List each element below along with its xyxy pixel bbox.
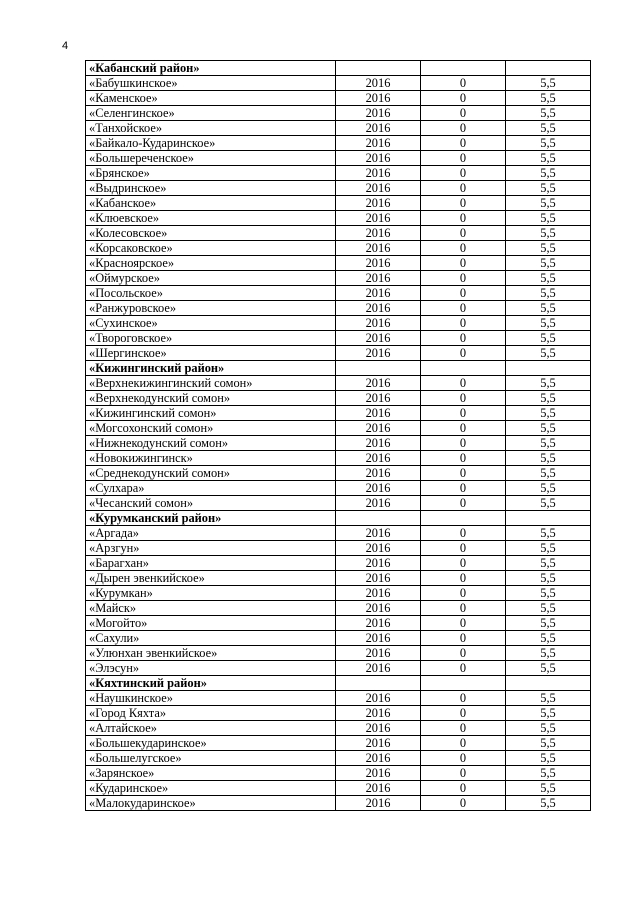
value-cell: 0 (421, 316, 506, 331)
value-cell: 0 (421, 271, 506, 286)
table-row (86, 226, 591, 241)
empty-cell (336, 511, 421, 526)
table-row (86, 541, 591, 556)
year-cell: 2016 (336, 271, 421, 286)
year-cell: 2016 (336, 346, 421, 361)
rate-cell: 5,5 (506, 601, 591, 616)
district-header-row (86, 61, 591, 76)
rate-cell: 5,5 (506, 196, 591, 211)
rate-cell: 5,5 (506, 226, 591, 241)
rate-cell: 5,5 (506, 376, 591, 391)
empty-cell (336, 61, 421, 76)
value-cell: 0 (421, 646, 506, 661)
year-cell: 2016 (336, 421, 421, 436)
table-row (86, 346, 591, 361)
year-cell: 2016 (336, 766, 421, 781)
value-cell: 0 (421, 406, 506, 421)
settlement-name: «Майск» (86, 601, 336, 616)
value-cell: 0 (421, 286, 506, 301)
rate-cell: 5,5 (506, 496, 591, 511)
year-cell: 2016 (336, 496, 421, 511)
year-cell: 2016 (336, 691, 421, 706)
rate-cell: 5,5 (506, 571, 591, 586)
value-cell: 0 (421, 706, 506, 721)
table-row (86, 751, 591, 766)
year-cell: 2016 (336, 136, 421, 151)
settlement-name: «Твороговское» (86, 331, 336, 346)
rate-cell: 5,5 (506, 616, 591, 631)
rate-cell: 5,5 (506, 211, 591, 226)
table-row (86, 736, 591, 751)
table-row (86, 571, 591, 586)
table-row (86, 466, 591, 481)
rate-cell: 5,5 (506, 451, 591, 466)
table-row (86, 481, 591, 496)
year-cell: 2016 (336, 451, 421, 466)
settlement-name: «Чесанский сомон» (86, 496, 336, 511)
value-cell: 0 (421, 571, 506, 586)
table-row (86, 376, 591, 391)
value-cell: 0 (421, 106, 506, 121)
rate-cell: 5,5 (506, 766, 591, 781)
value-cell: 0 (421, 526, 506, 541)
table-row (86, 121, 591, 136)
year-cell: 2016 (336, 736, 421, 751)
settlement-name: «Колесовское» (86, 226, 336, 241)
settlement-name: «Город Кяхта» (86, 706, 336, 721)
value-cell: 0 (421, 196, 506, 211)
table-row (86, 781, 591, 796)
district-name: «Кижингинский район» (86, 361, 336, 376)
settlement-name: «Корсаковское» (86, 241, 336, 256)
empty-cell (506, 361, 591, 376)
settlement-name: «Брянское» (86, 166, 336, 181)
table-row (86, 451, 591, 466)
table-row (86, 151, 591, 166)
table-row (86, 796, 591, 811)
table-row (86, 496, 591, 511)
settlement-name: «Кижингинский сомон» (86, 406, 336, 421)
table-row (86, 721, 591, 736)
year-cell: 2016 (336, 196, 421, 211)
settlement-name: «Барагхан» (86, 556, 336, 571)
value-cell: 0 (421, 466, 506, 481)
rate-cell: 5,5 (506, 346, 591, 361)
table-row (86, 661, 591, 676)
year-cell: 2016 (336, 211, 421, 226)
year-cell: 2016 (336, 151, 421, 166)
value-cell: 0 (421, 451, 506, 466)
year-cell: 2016 (336, 586, 421, 601)
settlement-name: «Сулхара» (86, 481, 336, 496)
settlement-name: «Могсохонский сомон» (86, 421, 336, 436)
year-cell: 2016 (336, 241, 421, 256)
settlement-name: «Сухинское» (86, 316, 336, 331)
year-cell: 2016 (336, 76, 421, 91)
empty-cell (506, 61, 591, 76)
settlement-name: «Большелугское» (86, 751, 336, 766)
settlement-name: «Верхнекодунский сомон» (86, 391, 336, 406)
table-row (86, 436, 591, 451)
settlement-name: «Ранжуровское» (86, 301, 336, 316)
district-name: «Кяхтинский район» (86, 676, 336, 691)
settlement-name: «Дырен эвенкийское» (86, 571, 336, 586)
rate-cell: 5,5 (506, 241, 591, 256)
rate-cell: 5,5 (506, 526, 591, 541)
rate-cell: 5,5 (506, 691, 591, 706)
value-cell: 0 (421, 601, 506, 616)
data-table (85, 60, 591, 811)
rate-cell: 5,5 (506, 631, 591, 646)
value-cell: 0 (421, 151, 506, 166)
value-cell: 0 (421, 556, 506, 571)
value-cell: 0 (421, 736, 506, 751)
empty-cell (421, 61, 506, 76)
value-cell: 0 (421, 211, 506, 226)
year-cell: 2016 (336, 571, 421, 586)
settlement-name: «Аргада» (86, 526, 336, 541)
table-row (86, 211, 591, 226)
rate-cell: 5,5 (506, 136, 591, 151)
table-row (86, 166, 591, 181)
district-header-row (86, 676, 591, 691)
district-header-row (86, 511, 591, 526)
value-cell: 0 (421, 91, 506, 106)
settlement-name: «Улюнхан эвенкийское» (86, 646, 336, 661)
value-cell: 0 (421, 346, 506, 361)
value-cell: 0 (421, 256, 506, 271)
empty-cell (421, 361, 506, 376)
rate-cell: 5,5 (506, 436, 591, 451)
year-cell: 2016 (336, 796, 421, 811)
rate-cell: 5,5 (506, 466, 591, 481)
settlement-name: «Большекударинское» (86, 736, 336, 751)
settlement-name: «Нижнекодунский сомон» (86, 436, 336, 451)
rate-cell: 5,5 (506, 736, 591, 751)
value-cell: 0 (421, 751, 506, 766)
table-row (86, 316, 591, 331)
rate-cell: 5,5 (506, 181, 591, 196)
year-cell: 2016 (336, 631, 421, 646)
rate-cell: 5,5 (506, 91, 591, 106)
year-cell: 2016 (336, 646, 421, 661)
year-cell: 2016 (336, 466, 421, 481)
value-cell: 0 (421, 661, 506, 676)
rate-cell: 5,5 (506, 481, 591, 496)
table-row (86, 391, 591, 406)
year-cell: 2016 (336, 616, 421, 631)
settlement-name: «Байкало-Кударинское» (86, 136, 336, 151)
value-cell: 0 (421, 616, 506, 631)
settlement-name: «Оймурское» (86, 271, 336, 286)
settlement-name: «Выдринское» (86, 181, 336, 196)
settlement-name: «Алтайское» (86, 721, 336, 736)
value-cell: 0 (421, 166, 506, 181)
rate-cell: 5,5 (506, 661, 591, 676)
table-row (86, 691, 591, 706)
settlement-name: «Клюевское» (86, 211, 336, 226)
value-cell: 0 (421, 301, 506, 316)
year-cell: 2016 (336, 226, 421, 241)
empty-cell (506, 511, 591, 526)
empty-cell (421, 511, 506, 526)
settlement-name: «Малокударинское» (86, 796, 336, 811)
rate-cell: 5,5 (506, 751, 591, 766)
table-row (86, 286, 591, 301)
table-row (86, 631, 591, 646)
rate-cell: 5,5 (506, 541, 591, 556)
settlement-name: «Среднекодунский сомон» (86, 466, 336, 481)
table-row (86, 256, 591, 271)
settlement-name: «Элэсун» (86, 661, 336, 676)
rate-cell: 5,5 (506, 721, 591, 736)
settlement-name: «Верхнекижингинский сомон» (86, 376, 336, 391)
settlement-name: «Сахули» (86, 631, 336, 646)
year-cell: 2016 (336, 121, 421, 136)
settlement-name: «Танхойское» (86, 121, 336, 136)
rate-cell: 5,5 (506, 316, 591, 331)
value-cell: 0 (421, 241, 506, 256)
value-cell: 0 (421, 541, 506, 556)
page-number: 4 (62, 40, 69, 52)
year-cell: 2016 (336, 316, 421, 331)
table-body (86, 61, 591, 811)
rate-cell: 5,5 (506, 271, 591, 286)
value-cell: 0 (421, 76, 506, 91)
value-cell: 0 (421, 796, 506, 811)
value-cell: 0 (421, 586, 506, 601)
rate-cell: 5,5 (506, 406, 591, 421)
table-row (86, 586, 591, 601)
table-row (86, 601, 591, 616)
rate-cell: 5,5 (506, 391, 591, 406)
rate-cell: 5,5 (506, 796, 591, 811)
table-row (86, 76, 591, 91)
table-row (86, 646, 591, 661)
value-cell: 0 (421, 376, 506, 391)
table-row (86, 766, 591, 781)
settlement-name: «Большереченское» (86, 151, 336, 166)
rate-cell: 5,5 (506, 286, 591, 301)
rate-cell: 5,5 (506, 256, 591, 271)
rate-cell: 5,5 (506, 781, 591, 796)
settlement-name: «Посольское» (86, 286, 336, 301)
year-cell: 2016 (336, 91, 421, 106)
value-cell: 0 (421, 121, 506, 136)
year-cell: 2016 (336, 166, 421, 181)
value-cell: 0 (421, 781, 506, 796)
rate-cell: 5,5 (506, 646, 591, 661)
empty-cell (336, 361, 421, 376)
value-cell: 0 (421, 331, 506, 346)
year-cell: 2016 (336, 751, 421, 766)
table-row (86, 706, 591, 721)
value-cell: 0 (421, 631, 506, 646)
settlement-name: «Бабушкинское» (86, 76, 336, 91)
year-cell: 2016 (336, 406, 421, 421)
value-cell: 0 (421, 721, 506, 736)
year-cell: 2016 (336, 661, 421, 676)
value-cell: 0 (421, 496, 506, 511)
rate-cell: 5,5 (506, 121, 591, 136)
rate-cell: 5,5 (506, 76, 591, 91)
rate-cell: 5,5 (506, 706, 591, 721)
table-row (86, 301, 591, 316)
table-row (86, 181, 591, 196)
table-row (86, 241, 591, 256)
value-cell: 0 (421, 421, 506, 436)
value-cell: 0 (421, 226, 506, 241)
rate-cell: 5,5 (506, 106, 591, 121)
year-cell: 2016 (336, 481, 421, 496)
year-cell: 2016 (336, 331, 421, 346)
rate-cell: 5,5 (506, 556, 591, 571)
table-row (86, 196, 591, 211)
empty-cell (336, 676, 421, 691)
table-row (86, 136, 591, 151)
rate-cell: 5,5 (506, 331, 591, 346)
settlement-name: «Каменское» (86, 91, 336, 106)
settlement-name: «Могойто» (86, 616, 336, 631)
settlement-name: «Курумкан» (86, 586, 336, 601)
rate-cell: 5,5 (506, 421, 591, 436)
year-cell: 2016 (336, 541, 421, 556)
year-cell: 2016 (336, 286, 421, 301)
settlement-name: «Кударинское» (86, 781, 336, 796)
value-cell: 0 (421, 766, 506, 781)
value-cell: 0 (421, 436, 506, 451)
table-row (86, 331, 591, 346)
empty-cell (506, 676, 591, 691)
rate-cell: 5,5 (506, 301, 591, 316)
year-cell: 2016 (336, 721, 421, 736)
district-name: «Курумканский район» (86, 511, 336, 526)
settlement-name: «Красноярское» (86, 256, 336, 271)
settlement-name: «Шергинское» (86, 346, 336, 361)
rate-cell: 5,5 (506, 166, 591, 181)
year-cell: 2016 (336, 391, 421, 406)
value-cell: 0 (421, 691, 506, 706)
table-row (86, 106, 591, 121)
year-cell: 2016 (336, 181, 421, 196)
table-row (86, 421, 591, 436)
settlement-name: «Зарянское» (86, 766, 336, 781)
year-cell: 2016 (336, 106, 421, 121)
year-cell: 2016 (336, 526, 421, 541)
rate-cell: 5,5 (506, 586, 591, 601)
year-cell: 2016 (336, 601, 421, 616)
table-row (86, 616, 591, 631)
empty-cell (421, 676, 506, 691)
year-cell: 2016 (336, 781, 421, 796)
value-cell: 0 (421, 136, 506, 151)
year-cell: 2016 (336, 301, 421, 316)
table-row (86, 556, 591, 571)
rate-cell: 5,5 (506, 151, 591, 166)
value-cell: 0 (421, 391, 506, 406)
year-cell: 2016 (336, 256, 421, 271)
table-row (86, 406, 591, 421)
settlement-name: «Наушкинское» (86, 691, 336, 706)
table-row (86, 271, 591, 286)
settlement-name: «Арзгун» (86, 541, 336, 556)
table-row (86, 526, 591, 541)
value-cell: 0 (421, 481, 506, 496)
table-row (86, 91, 591, 106)
year-cell: 2016 (336, 706, 421, 721)
value-cell: 0 (421, 181, 506, 196)
district-header-row (86, 361, 591, 376)
year-cell: 2016 (336, 556, 421, 571)
settlement-name: «Кабанское» (86, 196, 336, 211)
year-cell: 2016 (336, 376, 421, 391)
year-cell: 2016 (336, 436, 421, 451)
settlement-name: «Новокижингинск» (86, 451, 336, 466)
district-name: «Кабанский район» (86, 61, 336, 76)
settlement-name: «Селенгинское» (86, 106, 336, 121)
